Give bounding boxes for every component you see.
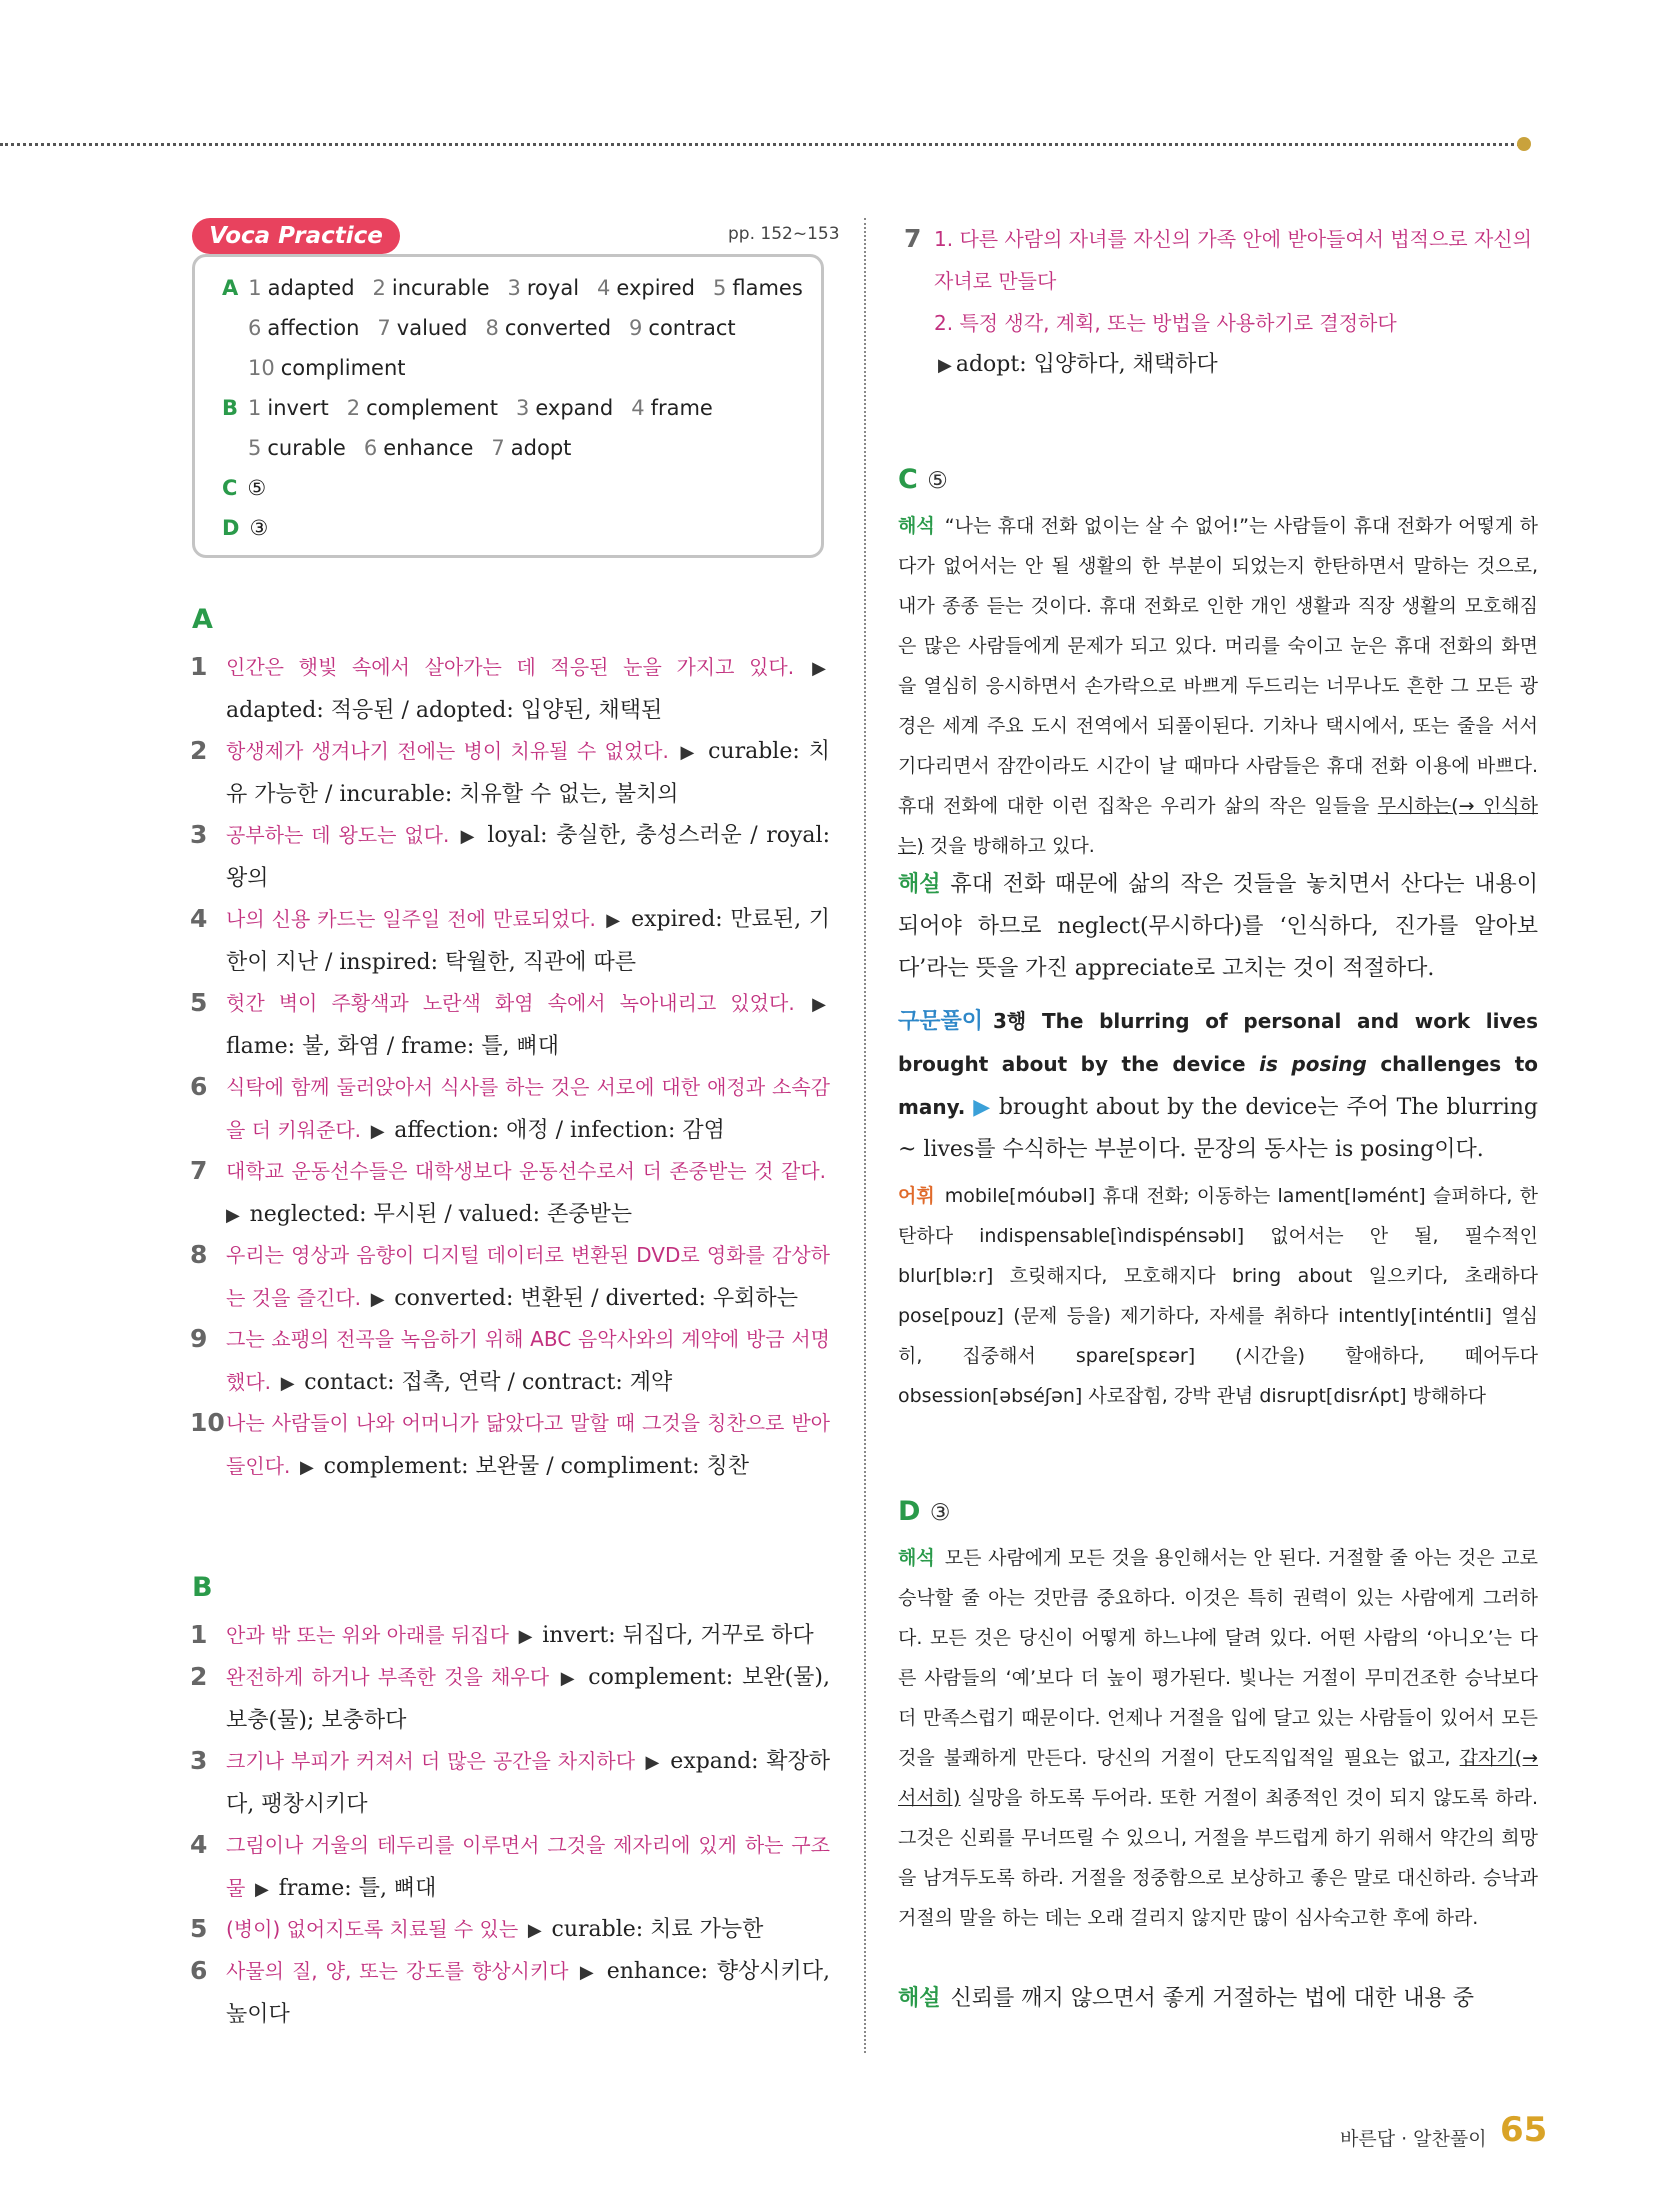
korean-definition: 크기나 부피가 커져서 더 많은 공간을 차지하다 — [226, 1749, 636, 1773]
korean-definition: 그는 쇼팽의 전곡을 녹음하기 위해 ABC 음악사와의 계약에 방금 서명했다. — [226, 1327, 830, 1394]
answer-explanation: flame: 불, 화염 / frame: 틀, 뼈대 — [226, 1034, 560, 1059]
list-item — [190, 1066, 830, 1153]
arrow-icon: ▶ — [798, 994, 826, 1015]
answer-explanation: curable: 치료 가능한 — [551, 1917, 764, 1942]
arrow-icon: ▶ — [938, 355, 952, 376]
arrow-icon: ▶ — [672, 742, 705, 763]
arrow-icon: ▶ — [453, 826, 484, 847]
voca-row — [248, 436, 589, 460]
item-number: 8 — [190, 1240, 208, 1269]
korean-definition: 대학교 운동선수들은 대학생보다 운동선수로서 더 존중받는 것 같다. — [226, 1159, 826, 1183]
arrow-icon: ▶ — [973, 1095, 991, 1120]
section-d-heading: D ③ — [898, 1496, 951, 1527]
item-number: 1 — [190, 1620, 208, 1649]
korean-definition: 헛간 벽이 주황색과 노란색 화염 속에서 녹아내리고 있었다. — [226, 991, 795, 1015]
voca-row — [222, 396, 731, 420]
voca-answer: 3 expand — [515, 396, 614, 420]
voca-page-range: pp. 152~153 — [728, 224, 840, 244]
voca-row — [222, 276, 821, 300]
voca-answer: 7 adopt — [491, 436, 572, 460]
answer-explanation: expand: 확장하다, 팽창시키다 — [226, 1749, 830, 1817]
item-number: 6 — [190, 1072, 208, 1101]
top-rule-dot — [1517, 137, 1531, 151]
korean-definition: 식탁에 함께 둘러앉아서 식사를 하는 것은 서로에 대한 애정과 소속감을 더 키워준다. — [226, 1075, 830, 1142]
voca-answer: 1 adapted — [248, 276, 355, 300]
arrow-icon: ▶ — [294, 1457, 320, 1478]
answer-explanation: neglected: 무시된 / valued: 존중받는 — [249, 1202, 632, 1227]
voca-row-label: B — [222, 396, 239, 420]
arrow-icon: ▶ — [365, 1289, 391, 1310]
voca-answer: 4 expired — [597, 276, 695, 300]
syntax-tag: 구문풀이 — [898, 1009, 984, 1034]
item-number: 9 — [190, 1324, 208, 1353]
list-item — [190, 982, 830, 1068]
voca-answer: 2 complement — [346, 396, 498, 420]
list-item — [190, 1402, 830, 1489]
voca-row-label: A — [222, 276, 239, 300]
arrow-icon: ▶ — [639, 1752, 667, 1773]
korean-definition: 완전하게 하거나 부족한 것을 채우다 — [226, 1665, 550, 1689]
list-item — [190, 1234, 830, 1321]
voca-row-label: C — [222, 476, 238, 500]
answer-explanation: loyal: 충실한, 충성스러운 / royal: 왕의 — [226, 823, 830, 891]
explanation-tag: 해설 — [898, 872, 941, 897]
top-dotted-rule — [0, 143, 1520, 146]
voca-answer: ⑤ — [247, 476, 267, 500]
section-c-heading: C ⑤ — [898, 464, 948, 495]
item-7-answer: ▶ adopt: 입양하다, 채택하다 — [938, 352, 1218, 377]
korean-definition: 항생제가 생겨나기 전에는 병이 치유될 수 없었다. — [226, 739, 669, 763]
section-c-explanation: 해설 휴대 전화 때문에 삶의 작은 것들을 놓치면서 산다는 내용이 되어야 하므로 neglect(무시하다)를 ‘인식하다, 진가를 알아보다’라는 뜻을 가진 appreciate로 고치는 것이 적절하다. — [898, 872, 1538, 981]
list-item — [190, 1656, 830, 1742]
section-c-vocabulary: 어휘 mobile[móubəl] 휴대 전화; 이동하는 lament[ləmént] 슬퍼하다, 한탄하다 indispensable[ìndispénsəbl] 없어서는 안 될, 필수적인 blur[bləːr] 흐릿해지다, 모호해지다 bring about 일으키다, 초래하다 pose[pouz] (문제 등을) 제기하다, 자세를 취하다 intently[inténtli] 열심히, 집중해서 spare[spɛər] (시간을) 할애하다, 떼어두다 obsession[əbséʃən] 사로잡힘, 강박 관념 disrupt[disrʌ́pt] 방해하다 — [898, 1185, 1538, 1407]
answer-explanation: frame: 틀, 뼈대 — [278, 1876, 437, 1901]
korean-definition: 그림이나 거울의 테두리를 이루면서 그것을 제자리에 있게 하는 구조물 — [226, 1833, 830, 1900]
voca-row — [222, 476, 284, 500]
voca-answer: 9 contract — [629, 316, 736, 340]
list-item — [190, 1740, 830, 1826]
voca-row — [248, 356, 424, 380]
answer-explanation: converted: 변환된 / diverted: 우회하는 — [394, 1286, 798, 1311]
arrow-icon: ▶ — [275, 1373, 301, 1394]
korean-definition: 나는 사람들이 나와 어머니가 닮았다고 말할 때 그것을 칭찬으로 받아들인다. — [226, 1411, 830, 1478]
answer-explanation: expired: 만료된, 기한이 지난 / inspired: 탁월한, 직관에 따른 — [226, 907, 830, 975]
item-7-def2: 2. 특정 생각, 계획, 또는 방법을 사용하기로 결정하다 — [934, 311, 1397, 335]
voca-row — [248, 316, 754, 340]
page-number: 65 — [1500, 2110, 1548, 2150]
voca-answer: 7 valued — [377, 316, 468, 340]
section-d-answer: ③ — [929, 1500, 951, 1526]
voca-practice-tab: Voca Practice — [192, 218, 400, 254]
list-item — [190, 898, 830, 984]
list-item — [190, 1950, 830, 2036]
answer-explanation: contact: 접촉, 연락 / contract: 계약 — [304, 1370, 673, 1395]
korean-definition: (병이) 없어지도록 치료될 수 있는 — [226, 1917, 519, 1941]
korean-definition: 나의 신용 카드는 일주일 전에 만료되었다. — [226, 907, 596, 931]
voca-answer: 2 incurable — [372, 276, 490, 300]
arrow-icon: ▶ — [798, 658, 826, 679]
voca-answer: 1 invert — [248, 396, 329, 420]
footer-label: 바른답 · 알찬풀이 — [1340, 2128, 1487, 2150]
translation-tag: 해석 — [898, 515, 935, 537]
arrow-icon: ▶ — [512, 1626, 539, 1647]
voca-answer: 3 royal — [507, 276, 580, 300]
item-number: 2 — [190, 1662, 208, 1691]
item-number: 3 — [190, 1746, 208, 1775]
answer-explanation: complement: 보완물 / compliment: 칭찬 — [323, 1454, 750, 1479]
answer-explanation: invert: 뒤집다, 거꾸로 하다 — [542, 1623, 814, 1648]
list-item — [190, 730, 830, 816]
item-number: 5 — [190, 1914, 208, 1943]
underlined-correction: 갑자기(→ 서서히) — [898, 1747, 1539, 1809]
voca-answer: 6 affection — [248, 316, 360, 340]
underlined-correction: 무시하는(→ 인식하는) — [898, 795, 1538, 857]
voca-answer: 5 curable — [248, 436, 346, 460]
list-item — [190, 1150, 830, 1237]
item-number: 2 — [190, 736, 208, 765]
arrow-icon: ▶ — [572, 1962, 603, 1983]
item-number: 4 — [190, 1830, 208, 1859]
korean-definition: 안과 밖 또는 위와 아래를 뒤집다 — [226, 1623, 509, 1647]
voca-answer: 4 frame — [631, 396, 713, 420]
item-7-def1: 1. 다른 사람의 자녀를 자신의 가족 안에 받아들여서 법적으로 자신의 자녀로 만들다 — [934, 227, 1532, 293]
arrow-icon: ▶ — [522, 1920, 548, 1941]
voca-answer: ③ — [249, 516, 269, 540]
answer-explanation: adapted: 적응된 / adopted: 입양된, 채택된 — [226, 698, 663, 723]
voca-answer: 6 enhance — [363, 436, 474, 460]
item-number: 7 — [904, 224, 922, 253]
voca-row — [222, 516, 286, 540]
korean-definition: 우리는 영상과 음향이 디지털 데이터로 변환된 DVD로 영화를 감상하는 것을 즐긴다. — [226, 1243, 830, 1310]
voca-answer: 5 flames — [712, 276, 803, 300]
translation-tag: 해석 — [898, 1547, 935, 1569]
korean-definition: 인간은 햇빛 속에서 살아가는 데 적응된 눈을 가지고 있다. — [226, 655, 795, 679]
arrow-icon: ▶ — [365, 1121, 391, 1142]
item-number: 5 — [190, 988, 208, 1017]
item-number: 6 — [190, 1956, 208, 1985]
arrow-icon: ▶ — [226, 1205, 246, 1226]
arrow-icon: ▶ — [553, 1668, 585, 1689]
section-c-answer: ⑤ — [927, 468, 948, 494]
list-item — [190, 646, 830, 732]
section-d-translation: 해석 모든 사람에게 모든 것을 용인해서는 안 된다. 거절할 줄 아는 것은 고로 승낙할 줄 아는 것만큼 중요하다. 이것은 특히 권력이 있는 사람에게 그러하다. 모든 것은 당신이 어떻게 하느냐에 달려 있다. 어떤 사람의 ‘아니오’는 다른 사람들의 ‘예’보다 더 높이 평가된다. 빛나는 거절이 무미건조한 승낙보다 더 만족스럽기 때문이다. 언제나 거절을 입에 달고 있는 사람들이 있어서 모든 것을 불쾌하게 만든다. 당신의 거절이 단도직입적일 필요는 없고, 갑자기(→ 서서히) 실망을 하도록 두어라. 또한 거절이 최종적인 것이 되지 않도록 하라. 그것은 신뢰를 무너뜨릴 수 있으니, 거절을 부드럽게 하기 위해서 약간의 희망을 남겨두도록 하라. 거절을 정중함으로 보상하고 좋은 말로 대신하라. 승낙과 거절의 말을 하는 데는 오래 걸리지 않지만 많이 심사숙고한 후에 하라. — [898, 1547, 1539, 1929]
section-c-syntax: 구문풀이 3행 The blurring of personal and work lives brought about by the device is posing challenges to many. ▶ brought about by the device는 주어 The blurring ~ lives를 수식하는 부분이다. 문장의 동사는 is posing이다. — [898, 1009, 1539, 1162]
voca-row-label: D — [222, 516, 240, 540]
korean-definition: 공부하는 데 왕도는 없다. — [226, 823, 450, 847]
list-item — [190, 1614, 830, 1658]
column-divider — [864, 218, 866, 2053]
answer-explanation: curable: 치유 가능한 / incurable: 치유할 수 없는, 불치의 — [226, 739, 830, 807]
list-item — [190, 814, 830, 900]
korean-definition: 사물의 질, 양, 또는 강도를 향상시키다 — [226, 1959, 569, 1983]
item-number: 1 — [190, 652, 208, 681]
item-number: 7 — [190, 1156, 208, 1185]
voca-answer: 8 converted — [485, 316, 612, 340]
list-item — [190, 1824, 830, 1911]
answer-explanation: complement: 보완(물), 보충(물); 보충하다 — [226, 1665, 830, 1733]
answer-explanation: enhance: 향상시키다, 높이다 — [226, 1959, 830, 2027]
list-item — [190, 1908, 830, 1952]
voca-answer: 10 compliment — [248, 356, 406, 380]
list-item — [190, 1318, 830, 1405]
explanation-tag: 해설 — [898, 1986, 941, 2011]
item-number: 4 — [190, 904, 208, 933]
item-number: 3 — [190, 820, 208, 849]
section-a-heading: A — [192, 604, 213, 635]
vocabulary-tag: 어휘 — [898, 1185, 935, 1207]
section-c-translation: 해석 “나는 휴대 전화 없이는 살 수 없어!”는 사람들이 휴대 전화가 어떻게 하다가 없어서는 안 될 생활의 한 부분이 되었는지 한탄하면서 말하는 것으로, 내가 종종 듣는 것이다. 휴대 전화로 인한 개인 생활과 직장 생활의 모호해짐은 많은 사람들에게 문제가 되고 있다. 머리를 숙이고 눈은 휴대 전화의 화면을 열심히 응시하면서 손가락으로 바쁘게 두드리는 너무나도 흔한 그 모든 광경은 세계 주요 도시 전역에서 되풀이된다. 기차나 택시에서, 또는 줄을 서서 기다리면서 잠깐이라도 시간이 날 때마다 사람들은 휴대 전화 이용에 바쁘다. 휴대 전화에 대한 이런 집착은 우리가 삶의 작은 일들을 무시하는(→ 인식하는) 것을 방해하고 있다. — [898, 515, 1538, 857]
answer-explanation: affection: 애정 / infection: 감염 — [394, 1118, 725, 1143]
section-d-explanation: 해설 신뢰를 깨지 않으면서 좋게 거절하는 법에 대한 내용 중 — [898, 1986, 1475, 2011]
section-b-heading: B — [192, 1572, 213, 1603]
arrow-icon: ▶ — [249, 1879, 275, 1900]
item-number: 10 — [190, 1408, 225, 1437]
arrow-icon: ▶ — [599, 910, 628, 931]
